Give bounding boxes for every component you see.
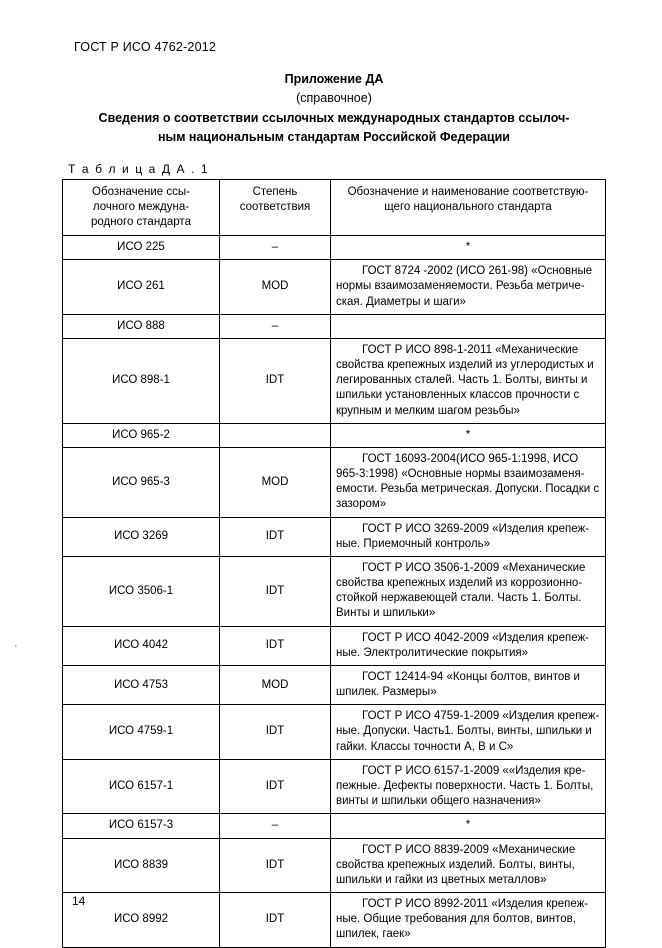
cell-iso-designation: ИСО 8992: [63, 893, 220, 948]
national-standard-text: ГОСТ 16093-2004(ИСО 965-1:1998, ИСО 965-3:1998) «Основные нормы взаимозаменя-емости. Резьба метрическая. Допуски. Посадки с зазором»: [336, 452, 600, 511]
cell-national-standard: [331, 705, 606, 760]
national-standard-text: ГОСТ 8724 -2002 (ИСО 261-98) «Основные нормы взаимозаменяемости. Резьба метриче-ская. Диаметры и шаги»: [336, 265, 593, 308]
national-standard-text: ГОСТ Р ИСО 3506-1-2009 «Механические свойства крепежных изделий из коррозионно-стойкой нержавеющей стали. Часть 1. Болты. Винты и шпильки»: [336, 561, 586, 620]
header-iso-designation: [63, 179, 220, 236]
cell-iso-designation: ИСО 6157-1: [63, 759, 220, 814]
cell-degree-of-correspondence: [220, 423, 331, 447]
cell-national-standard: [331, 626, 606, 665]
cell-degree-of-correspondence: IDT: [220, 517, 331, 556]
cell-degree-of-correspondence: MOD: [220, 665, 331, 704]
cell-degree-of-correspondence: IDT: [220, 626, 331, 665]
cell-national-standard: [331, 759, 606, 814]
table-row: [63, 759, 606, 814]
table-row: [63, 665, 606, 704]
page-number: 14: [72, 894, 86, 908]
annex-label: Приложение ДА: [284, 72, 384, 86]
table-row: [63, 705, 606, 760]
cell-iso-designation: ИСО 965-2: [63, 423, 220, 447]
cell-iso-designation: ИСО 4753: [63, 665, 220, 704]
national-standard-text: ГОСТ Р ИСО 3269-2009 «Изделия крепеж-ные. Приемочный контроль»: [336, 522, 589, 550]
cell-degree-of-correspondence: MOD: [220, 260, 331, 315]
cell-degree-of-correspondence: –: [220, 814, 331, 838]
header-iso-line-3: родного стандарта: [91, 215, 191, 228]
national-standard-text: ГОСТ Р ИСО 8839-2009 «Механические свойства крепежных изделий. Болты, винты, шпильки и гайки из цветных металлов»: [336, 843, 576, 886]
cell-degree-of-correspondence: –: [220, 314, 331, 338]
annex-kind: (справочное): [296, 91, 372, 106]
cell-degree-of-correspondence: IDT: [220, 338, 331, 423]
table-body: [63, 236, 606, 948]
table-caption: Т а б л и ц а Д А . 1: [68, 161, 210, 176]
cell-national-standard: [331, 260, 606, 315]
cell-iso-designation: ИСО 965-3: [63, 447, 220, 517]
header-iso-line-2: лочного междуна-: [92, 200, 190, 213]
table-row: [63, 838, 606, 893]
table-row: [63, 893, 606, 948]
table-row: [63, 423, 606, 447]
header-national-line-2: щего национального стандарта: [384, 200, 552, 213]
cell-iso-designation: ИСО 4042: [63, 626, 220, 665]
cell-degree-of-correspondence: IDT: [220, 705, 331, 760]
cell-iso-designation: ИСО 3506-1: [63, 556, 220, 626]
table-row: [63, 517, 606, 556]
table-row: [63, 260, 606, 315]
cell-degree-of-correspondence: –: [220, 236, 331, 260]
cell-degree-of-correspondence: IDT: [220, 838, 331, 893]
cell-iso-designation: ИСО 898-1: [63, 338, 220, 423]
cell-iso-designation: ИСО 8839: [63, 838, 220, 893]
header-iso-line-1: Обозначение ссы-: [92, 185, 190, 198]
cell-national-standard: [331, 338, 606, 423]
national-standard-text: ГОСТ Р ИСО 898-1-2011 «Механические свойства крепежных изделий из углеродистых и легированных сталей. Часть 1. Болты, винты и шпильки установленных классов прочности с крупным и мелким шагом резьбы»: [336, 343, 594, 417]
cell-degree-of-correspondence: IDT: [220, 759, 331, 814]
cell-national-standard: [331, 447, 606, 517]
national-standard-text: ГОСТ Р ИСО 4759-1-2009 «Изделия крепеж-ные. Допуски. Часть1. Болты, винты, шпильки и гайки. Классы точности А, В и С»: [336, 710, 600, 753]
cell-iso-designation: ИСО 888: [63, 314, 220, 338]
cell-degree-of-correspondence: MOD: [220, 447, 331, 517]
table-row: [63, 314, 606, 338]
cell-iso-designation: ИСО 4759-1: [63, 705, 220, 760]
table-row: [63, 236, 606, 260]
cell-iso-designation: ИСО 261: [63, 260, 220, 315]
cell-iso-designation: ИСО 3269: [63, 517, 220, 556]
document-code: ГОСТ Р ИСО 4762-2012: [74, 40, 217, 54]
cell-national-standard: [331, 314, 606, 338]
header-degree: [220, 179, 331, 236]
cell-iso-designation: ИСО 225: [63, 236, 220, 260]
national-standard-text: ГОСТ 12414-94 «Концы болтов, винтов и шпилек. Размеры»: [336, 670, 580, 699]
national-standard-text: ГОСТ Р ИСО 4042-2009 «Изделия крепеж-ные. Электролитические покрытия»: [336, 631, 589, 659]
header-national-standard: [331, 179, 606, 236]
cell-degree-of-correspondence: IDT: [220, 893, 331, 948]
margin-mark: ·: [14, 640, 18, 652]
cell-national-standard: *: [331, 236, 606, 260]
table-row: [63, 626, 606, 665]
table-header-row: [63, 179, 606, 236]
cell-national-standard: [331, 517, 606, 556]
table-row: [63, 814, 606, 838]
cell-national-standard: *: [331, 814, 606, 838]
national-standard-text: ГОСТ Р ИСО 8992-2011 «Изделия крепеж-ные. Общие требования для болтов, винтов, шпилек, гаек»: [336, 898, 589, 941]
cell-iso-designation: ИСО 6157-3: [63, 814, 220, 838]
cell-national-standard: *: [331, 423, 606, 447]
cell-national-standard: [331, 893, 606, 948]
cell-degree-of-correspondence: IDT: [220, 556, 331, 626]
national-standard-text: ГОСТ Р ИСО 6157-1-2009 ««Изделия кре-пежные. Дефекты поверхности. Часть 1. Болты, винты и шпильки общего назначения»: [336, 764, 594, 808]
cell-national-standard: [331, 665, 606, 704]
annex-title-line-1: Сведения о соответствии ссылочных международных стандартов ссылоч-: [98, 110, 570, 125]
table-row: [63, 338, 606, 423]
correspondence-table: [62, 179, 606, 948]
table-row: [63, 447, 606, 517]
header-degree-line-1: Степень: [252, 185, 298, 198]
annex-heading: [62, 70, 606, 148]
cell-national-standard: [331, 838, 606, 893]
header-national-line-1: Обозначение и наименование соответствую-: [347, 185, 589, 198]
cell-national-standard: [331, 556, 606, 626]
header-degree-line-2: соответствия: [239, 200, 311, 213]
annex-title-line-2: ным национальным стандартам Российской Федерации: [157, 130, 510, 145]
table-row: [63, 556, 606, 626]
